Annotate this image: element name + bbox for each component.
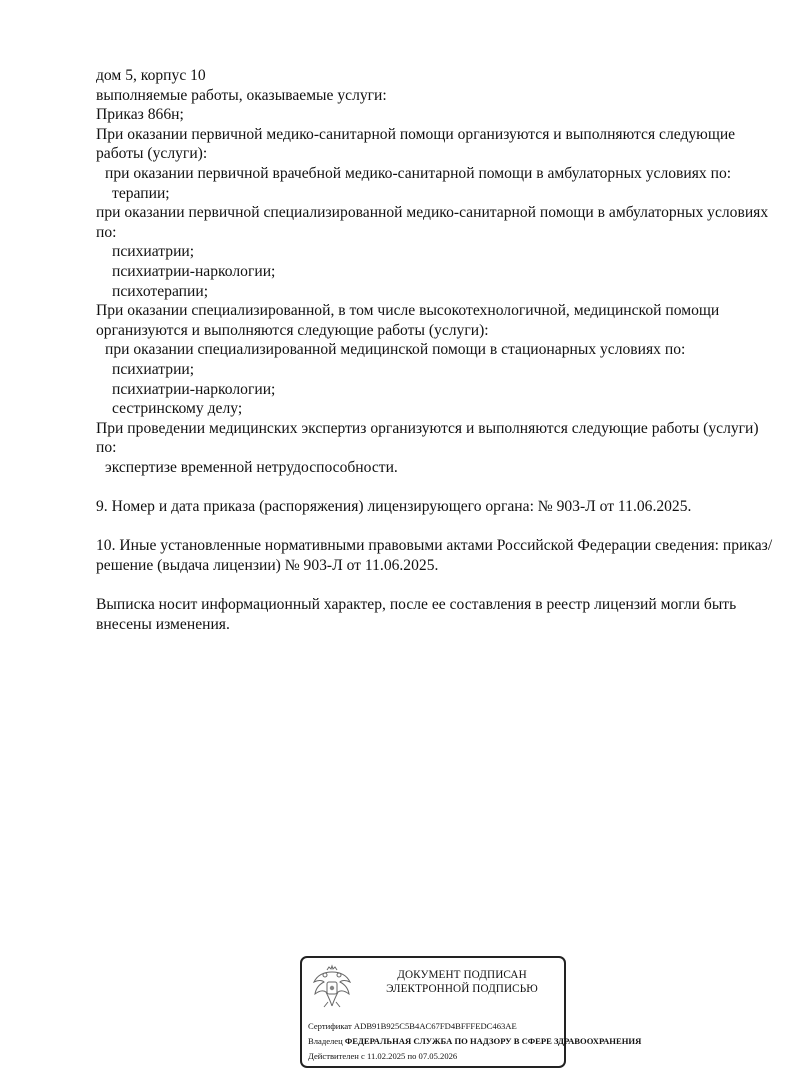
service-item: сестринскому делу; [112,400,243,418]
service-item: психиатрии; [112,243,195,261]
owner-label: Владелец [308,1036,343,1046]
certificate-row [308,1019,608,1034]
stamp-title-line: ДОКУМЕНТ ПОДПИСАН [397,969,527,981]
stamp-details [308,1019,642,1064]
service-item: психиатрии-наркологии; [112,380,276,398]
validity-row: Действителен с 11.02.2025 по 07.05.2026 [308,1051,458,1061]
service-item: экспертизе временной нетрудоспособности. [105,458,398,476]
owner-row [308,1034,642,1049]
stamp-title [362,968,562,996]
item-10-other-info: 10. Иные установленные нормативными правовыми актами Российской Федерации сведения: приказ/решение (выдача лицензии) № 903-Л от 11.06.2025. [96,537,773,574]
stamp-title-line: ЭЛЕКТРОННОЙ ПОДПИСЬЮ [386,983,538,995]
order-reference: Приказ 866н; [96,106,184,124]
coat-of-arms-icon [310,964,354,1010]
item-9-order-number: 9. Номер и дата приказа (распоряжения) лицензирующего органа: № 903-Л от 11.06.2025. [96,498,692,516]
document-body [96,66,776,634]
subsection-inpatient-care: при оказании специализированной медицинской помощи в стационарных условиях по: [105,341,686,359]
address-line: дом 5, корпус 10 [96,67,206,84]
owner-value: ФЕДЕРАЛЬНАЯ СЛУЖБА ПО НАДЗОРУ В СФЕРЕ ЗДРАВООХРАНЕНИЯ [344,1036,642,1046]
service-item: терапии; [112,184,170,202]
section-specialized-care: При оказании специализированной, в том числе высокотехнологичной, медицинской помощи организуются и выполняются следующие работы (услуги): [96,302,720,339]
subsection-primary-doctor-care: при оказании первичной врачебной медико-санитарной помощи в амбулаторных условиях по: [105,164,732,182]
works-heading: выполняемые работы, оказываемые услуги: [96,86,387,104]
section-primary-care: При оказании первичной медико-санитарной помощи организуются и выполняются следующие работы (услуги): [96,125,736,163]
service-item: психиатрии-наркологии; [112,262,276,280]
disclaimer-note: Выписка носит информационный характер, после ее составления в реестр лицензий могли быть внесены изменения. [96,596,737,633]
certificate-value: ADB91B925C5B4AC67FD4BFFFEDC463AE [353,1021,517,1031]
certificate-label: Сертификат [308,1021,352,1031]
service-item: психиатрии; [112,360,195,378]
service-item: психотерапии; [112,282,209,300]
subsection-primary-specialized-care: при оказании первичной специализированной медико-санитарной помощи в амбулаторных условиях по: [96,204,769,241]
section-medical-expertise: При проведении медицинских экспертиз организуются и выполняются следующие работы (услуги) по: [96,419,759,457]
electronic-signature-stamp [300,956,642,1068]
